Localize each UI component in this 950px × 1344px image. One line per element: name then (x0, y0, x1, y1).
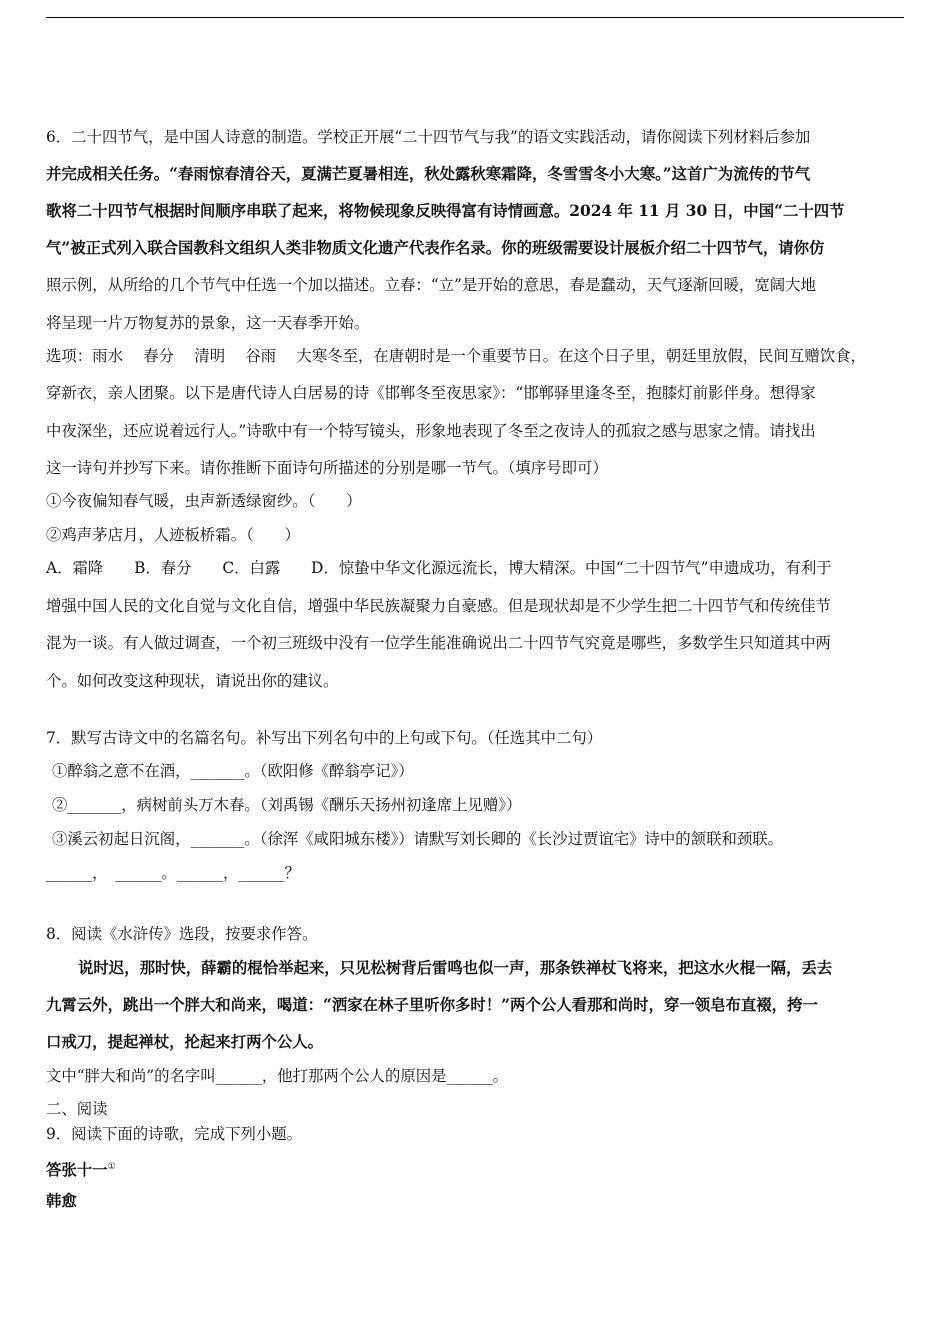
q6-line: 并完成相关任务。“春雨惊春清谷天，夏满芒夏暑相连，秋处露秋寒霜降，冬雪雪冬小大寒。”这首广为流传的节气 (46, 165, 811, 183)
q7-line: ①醉翁之意不在酒，_______。（欧阳修《醉翁亭记》） (52, 762, 414, 780)
section-heading: 二、阅读 (46, 1100, 108, 1118)
q8-line: 文中“胖大和尚”的名字叫______，他打那两个公人的原因是______。 (46, 1067, 509, 1085)
q8-line: 口戒刀，提起禅杖，抡起来打两个公人。 (46, 1033, 324, 1051)
q6-line: 穿新衣，亲人团聚。以下是唐代诗人白居易的诗《邯郸冬至夜思家》：“邯郸驿里逢冬至，抱膝灯前影伴身。想得家 (46, 384, 816, 402)
q6-line: 这一诗句并抄写下来。请你推断下面诗句所描述的分别是哪一节气。（填序号即可） (46, 459, 608, 477)
q6-line: 6．二十四节气，是中国人诗意的制造。学校正开展“二十四节气与我”的语文实践活动，请你阅读下列材料后参加 (46, 128, 811, 146)
q9-prompt: 9．阅读下面的诗歌，完成下列小题。 (46, 1125, 303, 1143)
q6-line: ②鸡声茅店月，人迹板桥霜。（ ） (46, 526, 300, 544)
q8-line: 8．阅读《水浒传》选段，按要求作答。 (46, 925, 318, 943)
q6-line: A．霜降 B．春分 C．白露 D．惊蛰中华文化源远流长，博大精深。中国“二十四节气”申遗成功，有利于 (46, 559, 832, 577)
poem-title (46, 1157, 116, 1180)
q6-line: 气”被正式列入联合国教科文组织人类非物质文化遗产代表作名录。你的班级需要设计展板介绍二十四节气，请你仿 (46, 239, 825, 257)
q6-line: 个。如何改变这种现状，请说出你的建议。 (46, 672, 339, 690)
top-rule (46, 17, 904, 18)
q7-line: 7．默写古诗文中的名篇名句。补写出下列名句中的上句或下句。（任选其中二句） (46, 729, 603, 747)
q6-line: 将呈现一片万物复苏的景象，这一天春季开始。 (46, 314, 370, 332)
poem-author: 韩愈 (46, 1192, 77, 1210)
q6-line: 选项：雨水 春分 清明 谷雨 大寒冬至，在唐朝时是一个重要节日。在这个日子里，朝廷里放假，民间互赠饮食， (46, 347, 866, 365)
q6-line: 歌将二十四节气根据时间顺序串联了起来，将物候现象反映得富有诗情画意。2024 年 11 月 30 日，中国“二十四节 (46, 202, 845, 220)
q6-line: 混为一谈。有人做过调查，一个初三班级中没有一位学生能准确说出二十四节气究竟是哪些，多数学生只知道其中两 (46, 634, 831, 652)
q6-line: 照示例，从所给的几个节气中任选一个加以描述。立春：“立”是开始的意思，春是蠢动，天气逐渐回暖，宽阔大地 (46, 276, 816, 294)
q6-line: 增强中国人民的文化自觉与文化自信，增强中华民族凝聚力自豪感。但是现状却是不少学生把二十四节气和传统佳节 (46, 597, 831, 615)
footnote-mark: ① (107, 1162, 116, 1172)
q7-line: ②_______，病树前头万木春。（刘禹锡《酬乐天扬州初逢席上见赠》） (52, 796, 522, 814)
q7-line: ______， ______。______，______？ (46, 864, 300, 882)
q8-line: 九霄云外，跳出一个胖大和尚来，喝道：“洒家在林子里听你多时！”两个公人看那和尚时，穿一领皂布直裰，挎一 (46, 996, 818, 1014)
q6-line: ①今夜偏知春气暖，虫声新透绿窗纱。（ ） (46, 492, 362, 510)
q7-line: ③溪云初起日沉阁，_______。（徐浑《咸阳城东楼》）请默写刘长卿的《长沙过贾谊宅》诗中的颔联和颈联。 (52, 830, 784, 848)
poem-title-text: 答张十一 (46, 1161, 108, 1180)
q6-line: 中夜深坐，还应说着远行人。”诗歌中有一个特写镜头，形象地表现了冬至之夜诗人的孤寂之感与思家之情。请找出 (46, 422, 816, 440)
q8-line: 说时迟，那时快，薛霸的棍恰举起来，只见松树背后雷鸣也似一声，那条铁禅杖飞将来，把这水火棍一隔，丢去 (78, 959, 833, 977)
